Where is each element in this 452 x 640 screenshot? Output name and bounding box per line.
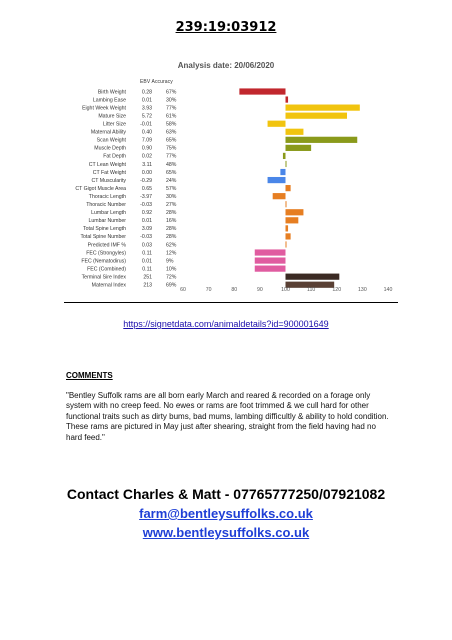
accuracy-value: 62% <box>166 242 177 249</box>
ebv-value: -0.03 <box>140 234 152 241</box>
trait-bar <box>286 161 287 167</box>
ebv-value: 0.00 <box>141 169 152 176</box>
accuracy-value: 9% <box>166 258 174 265</box>
trait-bar <box>286 105 360 111</box>
ebv-bar-chart <box>0 0 452 300</box>
accuracy-value: 16% <box>166 218 177 225</box>
ebv-value: 3.93 <box>141 105 152 112</box>
accuracy-value: 63% <box>166 129 177 136</box>
ebv-value: 0.01 <box>141 258 152 265</box>
contact-line: Contact Charles & Matt - 07765777250/07921082 <box>66 486 386 502</box>
accuracy-value: 65% <box>166 169 177 176</box>
ebv-value: -0.01 <box>140 121 152 128</box>
trait-bar <box>255 257 286 263</box>
x-tick-label: 80 <box>231 287 238 293</box>
accuracy-value: 28% <box>166 210 177 217</box>
trait-label: Maternal Ability <box>90 129 126 136</box>
x-tick-label: 90 <box>256 287 263 293</box>
trait-bar <box>280 169 285 175</box>
ebv-value: 0.11 <box>142 266 152 273</box>
ebv-value: 0.02 <box>141 153 152 160</box>
trait-bar <box>286 241 287 247</box>
trait-bar <box>286 113 348 119</box>
trait-label: Total Spine Number <box>80 234 126 241</box>
trait-bar <box>286 145 312 151</box>
trait-label: Terminal Sire Index <box>81 274 126 281</box>
ebv-value: 0.65 <box>141 185 152 192</box>
ebv-value: 0.11 <box>142 250 152 257</box>
accuracy-value: 77% <box>166 105 177 112</box>
accuracy-value: 28% <box>166 234 177 241</box>
trait-bar <box>255 266 286 272</box>
ebv-accuracy-header: EBV Accuracy <box>140 79 173 85</box>
ebv-value: 213 <box>143 282 152 289</box>
trait-label: FEC (Strongyles) <box>86 250 126 257</box>
trait-bar <box>239 88 285 94</box>
ebv-value: 7.09 <box>141 137 152 144</box>
trait-bar <box>286 225 289 231</box>
accuracy-value: 57% <box>166 185 177 192</box>
trait-bar <box>286 201 287 207</box>
accuracy-value: 10% <box>166 266 177 273</box>
comments-body: "Bentley Suffolk rams are all born early March and reared & recorded on a forage only system with no creep feed. No ewes or rams are foot trimmed & we cull hard for other functional traits such as dirty bums, bad mums, lambing difficultly & ability to hold condition. These rams are pictured in May just after shearing, straight from the field having had no hard feed." <box>66 391 389 442</box>
ebv-value: 5.72 <box>141 113 152 120</box>
trait-bar <box>283 153 286 159</box>
trait-label: CT Muscularity <box>91 177 126 184</box>
trait-label: FEC (Nematodirus) <box>81 258 126 265</box>
comments-heading: COMMENTS <box>66 371 113 380</box>
trait-label: Mature Size <box>98 113 126 120</box>
trait-label: FEC (Combined) <box>87 266 126 273</box>
ebv-value: 0.01 <box>141 97 152 104</box>
accuracy-value: 65% <box>166 137 177 144</box>
ebv-value: 0.90 <box>141 145 152 152</box>
trait-label: Birth Weight <box>97 89 126 96</box>
accuracy-value: 27% <box>166 202 177 209</box>
x-tick-label: 100 <box>281 287 290 293</box>
trait-bar <box>273 193 286 199</box>
accuracy-value: 75% <box>166 145 177 152</box>
trait-label: Scan Weight <box>96 137 126 144</box>
accuracy-value: 61% <box>166 113 177 120</box>
accuracy-value: 30% <box>166 193 177 200</box>
trait-bar <box>286 137 358 143</box>
x-tick-label: 60 <box>180 287 186 293</box>
trait-label: CT Fat Weight <box>92 169 126 176</box>
ebv-value: 0.92 <box>141 210 152 217</box>
accuracy-value: 77% <box>166 153 177 160</box>
x-tick-label: 120 <box>332 287 342 293</box>
trait-bar <box>255 249 286 255</box>
trait-label: Lambing Ease <box>92 97 126 104</box>
trait-bar <box>268 177 286 183</box>
animal-id-title: 239:19:03912 <box>175 20 277 35</box>
accuracy-value: 69% <box>166 282 177 289</box>
ebv-value: -3.97 <box>140 193 152 200</box>
trait-bar <box>286 217 299 223</box>
trait-label: Predicted IMF % <box>87 242 126 249</box>
x-tick-label: 130 <box>358 287 367 293</box>
email-link[interactable]: farm@bentleysuffolks.co.uk <box>139 506 313 521</box>
trait-label: Eight Week Weight <box>82 105 126 112</box>
trait-bar <box>286 209 304 215</box>
trait-label: CT Lean Weight <box>88 161 126 168</box>
trait-label: Litter Size <box>102 121 126 128</box>
trait-bar <box>286 233 291 239</box>
ebv-value: 0.40 <box>141 129 152 136</box>
ebv-value: -0.29 <box>140 177 152 184</box>
x-tick-label: 140 <box>383 287 393 293</box>
accuracy-value: 30% <box>166 97 177 104</box>
website-link[interactable]: www.bentleysuffolks.co.uk <box>142 525 310 540</box>
trait-bar <box>286 96 289 102</box>
trait-bar <box>286 129 304 135</box>
trait-label: Thoracic Number <box>86 202 126 209</box>
accuracy-value: 67% <box>166 89 177 96</box>
trait-label: Fat Depth <box>103 153 126 160</box>
trait-label: CT Gigot Muscle Area <box>75 185 126 192</box>
trait-bar <box>286 185 291 191</box>
accuracy-value: 48% <box>166 161 177 168</box>
trait-label: Maternal Index <box>91 282 126 289</box>
trait-bar <box>268 121 286 127</box>
x-tick-label: 110 <box>306 287 316 293</box>
x-tick-label: 70 <box>205 287 212 293</box>
trait-label: Lumbar Length <box>91 210 126 217</box>
ebv-value: 251 <box>143 274 152 281</box>
divider-line <box>64 302 398 303</box>
trait-label: Thoracic Length <box>88 193 126 200</box>
ebv-value: 0.01 <box>141 218 152 225</box>
accuracy-value: 24% <box>166 177 177 184</box>
trait-bar <box>286 274 340 280</box>
trait-label: Lumbar Number <box>88 218 126 225</box>
accuracy-value: 58% <box>166 121 177 128</box>
ebv-value: 0.28 <box>141 89 152 96</box>
accuracy-value: 28% <box>166 226 177 233</box>
trait-label: Muscle Depth <box>94 145 126 152</box>
ebv-value: 0.03 <box>141 242 152 249</box>
signet-data-link[interactable]: https://signetdata.com/animaldetails?id=900001649 <box>123 319 329 329</box>
ebv-value: 3.11 <box>142 161 152 168</box>
analysis-date: Analysis date: 20/06/2020 <box>177 61 275 70</box>
ebv-value: 3.09 <box>141 226 152 233</box>
trait-label: Total Spine Length <box>83 226 126 233</box>
ebv-value: -0.03 <box>140 202 152 209</box>
accuracy-value: 72% <box>166 274 177 281</box>
accuracy-value: 12% <box>166 250 177 257</box>
